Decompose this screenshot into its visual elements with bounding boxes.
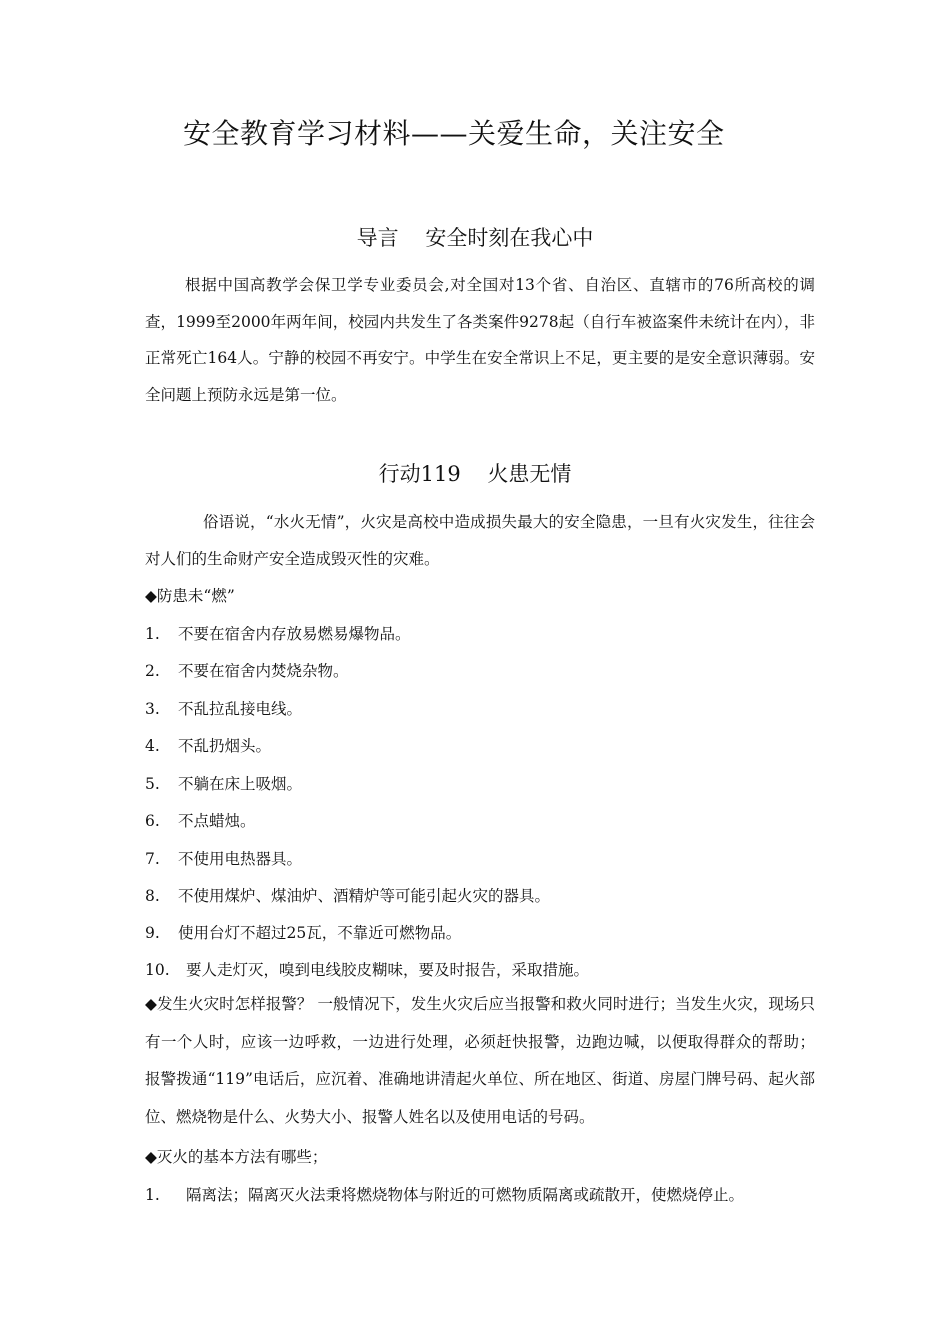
list-item xyxy=(145,809,256,831)
section-heading-introduction: 导言 安全时刻在我心中 xyxy=(356,226,594,250)
list-item xyxy=(145,884,550,906)
list-item-number: 3. xyxy=(145,700,160,718)
list-item-text: 不使用电热器具。 xyxy=(178,850,303,868)
list-item-number: 1. xyxy=(145,625,160,643)
list-item-text: 要人走灯灭，嗅到电线胶皮糊味，要及时报告，采取措施。 xyxy=(186,961,590,979)
list-item-number: 6. xyxy=(145,812,160,830)
document-title: 安全教育学习材料——关爱生命，关注安全 xyxy=(183,117,725,150)
list-item-text: 不使用煤炉、煤油炉、酒精炉等可能引起火灾的器具。 xyxy=(178,887,551,905)
list-item-text: 不点蜡烛。 xyxy=(178,812,256,830)
list-item xyxy=(145,847,302,869)
list-item-text: 隔离法；隔离灭火法秉将燃烧物体与附近的可燃物质隔离或疏散开，使燃烧停止。 xyxy=(186,1186,745,1204)
list-item-text: 使用台灯不超过25瓦，不靠近可燃物品。 xyxy=(178,924,462,942)
list-item xyxy=(145,958,589,980)
list-item-number: 10. xyxy=(145,961,170,979)
list-item-text: 不乱扔烟头。 xyxy=(178,737,272,755)
section-heading-fire: 行动119 火患无情 xyxy=(378,462,572,486)
list-item-number: 8. xyxy=(145,887,160,905)
list-item-number: 1. xyxy=(145,1186,160,1204)
list-item-text: 不乱拉乱接电线。 xyxy=(178,700,303,718)
list-item-text: 不躺在床上吸烟。 xyxy=(178,775,303,793)
list-item xyxy=(145,622,411,644)
introduction-paragraph: 根据中国高教学会保卫学专业委员会,对全国对13个省、自治区、直辖市的76所高校的调查，1999至2000年两年间，校园内共发生了各类案件9278起（自行车被盗案件未统计在内），非正常死亡164人。宁静的校园不再安宁。中学生在安全常识上不足，更主要的是安全意识薄弱。安全问题上预防永远是第一位。 xyxy=(145,276,815,404)
prevention-heading: ◆防患未“燃” xyxy=(145,587,235,605)
list-item xyxy=(145,772,302,794)
fire-intro-paragraph: 俗语说，“水火无情”，火灾是高校中造成损失最大的安全隐患，一旦有火灾发生，往往会对人们的生命财产安全造成毁灭性的灾难。 xyxy=(145,513,815,568)
methods-heading: ◆灭火的基本方法有哪些； xyxy=(145,1148,328,1166)
list-item-number: 2. xyxy=(145,662,160,680)
list-item xyxy=(145,921,461,943)
fire-alarm-paragraph: ◆发生火灾时怎样报警？ 一般情况下，发生火灾后应当报警和救火同时进行；当发生火灾，现场只有一个人时，应该一边呼救，一边进行处理，必须赶快报警，边跑边喊，以便取得群众的帮助； 报警拨通“119”电话后，应沉着、准确地讲清起火单位、所在地区、街道、房屋门牌号码、起火部位、燃烧物是什么、火势大小、报警人姓名以及使用电话的号码。 xyxy=(145,995,815,1126)
list-item xyxy=(145,734,271,756)
list-item-text: 不要在宿舍内存放易燃易爆物品。 xyxy=(178,625,411,643)
list-item-text: 不要在宿舍内焚烧杂物。 xyxy=(178,662,349,680)
list-item xyxy=(145,697,302,719)
list-item xyxy=(145,659,349,681)
list-item xyxy=(145,1183,744,1205)
list-item-number: 9. xyxy=(145,924,160,942)
list-item-number: 7. xyxy=(145,850,160,868)
list-item-number: 4. xyxy=(145,737,160,755)
list-item-number: 5. xyxy=(145,775,160,793)
